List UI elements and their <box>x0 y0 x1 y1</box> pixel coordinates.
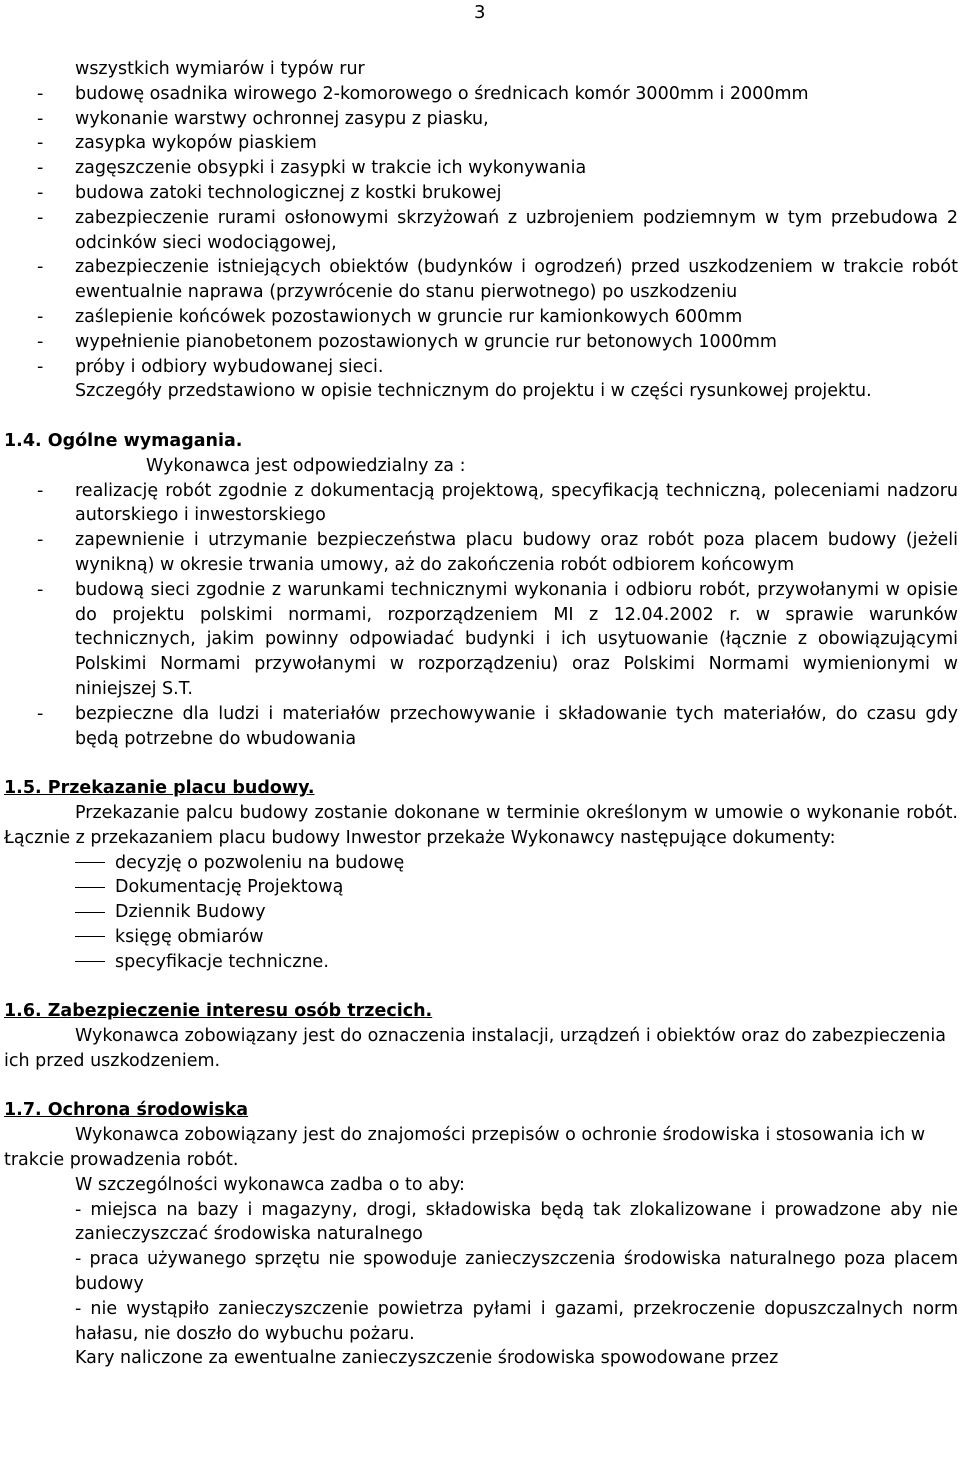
list-item: - realizację robót zgodnie z dokumentacją projektową, specyfikacją techniczną, poleceniami nadzoru autorskiego i inwestorskiego <box>4 479 958 529</box>
list-item: - zabezpieczenie istniejących obiektów (budynków i ogrodzeń) przed uszkodzeniem w trakcie robót ewentualnie naprawa (przywrócenie do stanu pierwotnego) po uszkodzeniu <box>4 255 958 305</box>
section-heading-1-6: 1.6. Zabezpieczenie interesu osób trzecich. <box>4 1001 433 1022</box>
list-item: - zaślepienie końcówek pozostawionych w gruncie rur kamionkowych 600mm <box>4 305 958 330</box>
list-item: specyfikacje techniczne. <box>4 950 958 975</box>
list-item: - budową sieci zgodnie z warunkami technicznymi wykonania i odbioru robót, przywołanymi w opisie do projektu polskimi normami, rozporządzeniem MI z 12.04.2002 r. w sprawie warunków technicznych, jakim powinny odpowiadać budynki i ich usytuowanie (łącznie z obowiązującymi Polskimi Normami przywołanymi w rozporządzeniu) oraz Polskimi Normami wymienionymi w niniejszej S.T. <box>4 578 958 702</box>
list-item: - wykonanie warstwy ochronnej zasypu z piasku, <box>4 107 958 132</box>
details-paragraph: Szczegóły przedstawiono w opisie technicznym do projektu i w części rysunkowej projektu. <box>75 381 872 402</box>
long-dash-marker <box>4 875 115 900</box>
section-last-line: Kary naliczone za ewentualne zanieczyszczenie środowiska spowodowane przez <box>75 1348 779 1369</box>
long-dash-marker <box>4 851 115 876</box>
section-heading-1-4: 1.4. Ogólne wymagania. <box>4 430 243 451</box>
long-dash-marker <box>4 950 115 975</box>
intro-line: wszystkich wymiarów i typów rur <box>75 59 365 79</box>
section-paragraph: Wykonawca zobowiązany jest do oznaczenia instalacji, urządzeń i obiektów oraz do zabezpieczenia ich przed uszkodzeniem. <box>4 1026 946 1071</box>
section-heading-1-7: 1.7. Ochrona środowiska <box>4 1100 249 1121</box>
section-paragraph: W szczególności wykonawca zadba o to aby: <box>75 1174 465 1195</box>
dash-marker: - <box>37 108 44 129</box>
long-dash-marker <box>4 925 115 950</box>
long-dash-marker <box>4 900 115 925</box>
section-paragraph: Wykonawca zobowiązany jest do znajomości przepisów o ochronie środowiska i stosowania ich w trakcie prowadzenia robót. <box>4 1125 926 1171</box>
list-item: - wypełnienie pianobetonem pozostawionych w gruncie rur betonowych 1000mm <box>4 330 958 355</box>
list-item: - bezpieczne dla ludzi i materiałów przechowywanie i składowanie tych materiałów, do czasu gdy będą potrzebne do wbudowania <box>4 702 958 752</box>
dash-marker: - <box>37 182 44 203</box>
list-item: księgę obmiarów <box>4 925 958 950</box>
dash-marker: - <box>37 158 44 179</box>
dash-marker: - <box>37 207 44 228</box>
dash-marker: - <box>37 480 44 501</box>
dash-marker: - <box>37 257 44 278</box>
list-item: - zabezpieczenie rurami osłonowymi skrzyżowań z uzbrojeniem podziemnym w tym przebudowa 2 odcinków sieci wodociągowej, <box>4 206 958 256</box>
scope-list <box>4 82 958 380</box>
document-body <box>4 57 958 1371</box>
dash-marker: - <box>37 306 44 327</box>
section-paragraph: Przekazanie palcu budowy zostanie dokonane w terminie określonym w umowie o wykonanie robót. Łącznie z przekazaniem placu budowy Inwestor przekaże Wykonawcy następujące dokumenty: <box>4 802 958 848</box>
list-item: - zapewnienie i utrzymanie bezpieczeństwa placu budowy oraz robót poza placem budowy (jeżeli wynikną) w okresie trwania umowy, aż do zakończenia robót odbiorem końcowym <box>4 528 958 578</box>
dash-marker: - <box>37 133 44 154</box>
dash-marker: - <box>37 579 44 600</box>
list-item: - miejsca na bazy i magazyny, drogi, składowiska będą tak zlokalizowane i prowadzone aby nie zanieczyszczać środowiska naturalnego <box>75 1199 958 1245</box>
list-item: - nie wystąpiło zanieczyszczenie powietrza pyłami i gazami, przekroczenie dopuszczalnych norm hałasu, nie doszło do wybuchu pożaru. <box>75 1298 958 1344</box>
dash-marker: - <box>37 83 44 104</box>
list-item: - zagęszczenie obsypki i zasypki w trakcie ich wykonywania <box>4 156 958 181</box>
list-item: Dokumentację Projektową <box>4 875 958 900</box>
dash-marker: - <box>37 356 44 377</box>
responsibility-list <box>4 479 958 752</box>
list-item: - budowę osadnika wirowego 2-komorowego o średnicach komór 3000mm i 2000mm <box>4 82 958 107</box>
section-intro: Wykonawca jest odpowiedzialny za : <box>146 455 466 476</box>
list-item: - praca używanego sprzętu nie spowoduje zanieczyszczenia środowiska naturalnego poza placem budowy <box>75 1249 958 1295</box>
list-item: decyzję o pozwoleniu na budowę <box>4 851 958 876</box>
page-number: 3 <box>474 2 486 23</box>
list-item: Dziennik Budowy <box>4 900 958 925</box>
list-item: - próby i odbiory wybudowanej sieci. <box>4 355 958 380</box>
dash-marker: - <box>37 530 44 551</box>
section-heading-1-5: 1.5. Przekazanie placu budowy. <box>4 778 315 799</box>
environment-list <box>4 1198 958 1347</box>
list-item: - budowa zatoki technologicznej z kostki brukowej <box>4 181 958 206</box>
documents-list <box>4 851 958 975</box>
list-item: - zasypka wykopów piaskiem <box>4 131 958 156</box>
dash-marker: - <box>37 703 44 724</box>
dash-marker: - <box>37 331 44 352</box>
